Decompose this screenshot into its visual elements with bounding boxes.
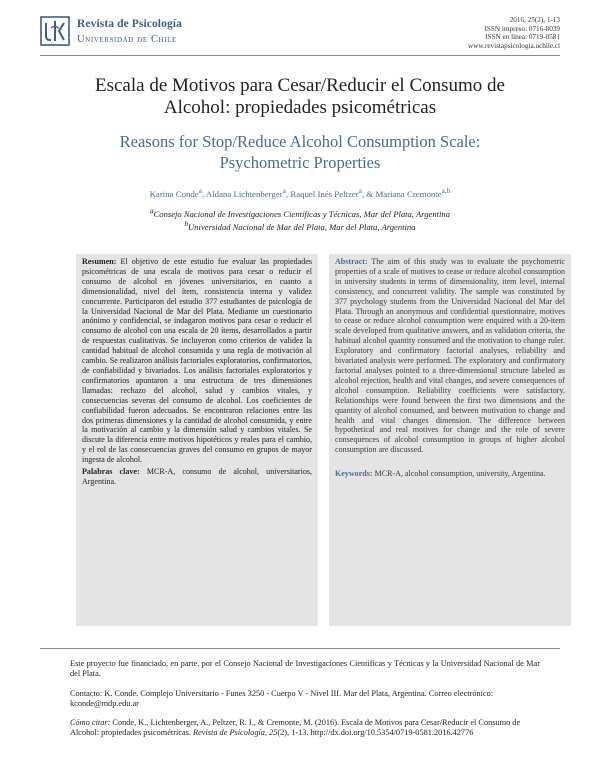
keywords-spanish — [82, 467, 312, 487]
journal-meta — [468, 16, 560, 50]
header-rule — [40, 55, 560, 56]
affiliation-text: Consejo Nacional de Investigaciones Científicas y Técnicas, Mar del Plata, Argentina — [153, 208, 451, 219]
contact-note: Contacto: K. Conde. Complejo Universitario - Funes 3250 - Cuerpo V - Nivel III. Mar del Plata, Argentina. Correo electrónico: kconde@mdp.edu.ar — [70, 689, 494, 709]
author-sup: a — [198, 186, 202, 195]
abstract-spanish-label: Resumen: — [82, 257, 117, 266]
journal-website[interactable]: www.revistapsicologia.uchile.cl — [468, 41, 560, 50]
university-name: Universidad de Chile — [77, 34, 177, 45]
keywords-spanish-label: Palabras clave: — [82, 467, 140, 477]
cite-label: Cómo citar: — [70, 718, 111, 727]
affiliation-b — [40, 219, 560, 232]
abstract-spanish — [82, 257, 312, 487]
keywords-english — [335, 469, 565, 479]
author: Aldana Lichtenberger — [205, 188, 283, 199]
author-sup: a — [282, 186, 286, 195]
footer-rule — [40, 648, 560, 649]
issn-online: ISSN en línea: 0719-0581 — [485, 33, 560, 42]
keywords-english-text: MCR-A, alcohol consumption, university, Argentina. — [374, 469, 546, 479]
author-sup: a — [358, 186, 362, 195]
journal-header — [40, 14, 560, 54]
affiliation-sup: b — [184, 220, 189, 229]
cite-text: Conde, K., Lichtenberger, A., Peltzer, R. I., & Cremonte, M. (2016). Escala de Motivos para Cesar/Reducir el Consumo de Alcohol: propiedades psicométricas. — [70, 718, 521, 738]
citation-line: 2016, 25(2), 1-13 — [509, 16, 560, 24]
issn-print: ISSN impreso: 0716-8039 — [484, 24, 560, 33]
keywords-english-label: Keywords: — [335, 469, 373, 479]
affiliation-sup: a — [149, 207, 154, 215]
abstract-english-text: The aim of this study was to evaluate the psychometric properties of a scale of motives to cease or reduce alcohol consumption in university students in terms of dimensionality, item level, internal consistency, and concurrent validity. The sample was constituted by 377 psychology students from the Universidad Nacional del Mar del Plata. Through an anonymous and confidential questionnaire, motives to cease or reduce alcohol consumption were enquired with a 20-item scale developed from qualitative answers, and as validation criteria, the habitual alcohol quantity consumed and the motivation to change ruler. Exploratory and confirmatory factorial analyses, reliability and bivariated analysis were performed. The exploratory and confirmatory factorial analyses pointed to a three-dimensional structure labeled as alcohol rejection, health and vital changes, and severe consequences of alcohol consumption. Reliability coefficients were satisfactory. Relationships were found between the first two dimensions and the quantity of alcohol consumed, and between motivation to change and health and vital changes dimension. The difference between hypothetical and real motives for change and the role of severe consequences of alcohol consumption in groups of higher alcohol consumption are discussed. — [335, 257, 565, 455]
title-english-line-1: Reasons for Stop/Reduce Alcohol Consumption Scale: — [119, 132, 481, 151]
citation-note — [70, 718, 540, 739]
abstract-spanish-text: El objetivo de este estudio fue evaluar las propiedades psicométricas de una escala de motivos para cesar o reducir el consumo de alcohol en jóvenes universitarios, en cuanto a dimensionalidad, nivel del ítem, consistencia interna y validez concurrente. Participaron del estudio 377 estudiantes de psicología de la Universidad Nacional de Mar del Plata. Mediante un cuestionario anónimo y confidencial, se indagaron motivos para cesar o reducir el consumo de alcohol con una escala de 20 ítems, desarrollados a partir de respuestas cualitativas. Se incluyeron como criterios de validez la cantidad habitual de alcohol consumida y una regla de motivación al cambio. Se realizaron análisis factoriales exploratorios, confirmatorios, de confiabilidad y bivariados. Los análisis factoriales exploratorios y confirmatorios apuntaron a una estructura de tres dimensiones llamadas: rechazo del alcohol, salud y cambios vitales, y consecuencias severas del consumo de alcohol. Los coeficientes de confiabilidad fueron adecuados. Se encontraron relaciones entre las dos primeras dimensiones y la cantidad de alcohol consumida, y entre la motivación al cambio y la dimensión salud y cambios vitales. Se discute la diferencia entre motivos hipotéticos y reales para el cambio, y el rol de las consecuencias graves del consumo en grupos de mayor ingesta de alcohol. — [82, 257, 312, 465]
cite-issue: (2), 1-13. — [277, 728, 309, 738]
title-english-line-2: Psychometric Properties — [219, 153, 381, 172]
title-english — [40, 131, 560, 173]
journal-name: Revista de Psicología — [77, 18, 182, 30]
author: Raquel Inés Peltzer — [290, 188, 359, 199]
abstract-english-box — [329, 254, 571, 626]
keywords-spanish-text: MCR-A, consumo de alcohol, universitarios, Argentina. — [82, 467, 312, 486]
author-list: Karina Conde$^a$, Aldana Lichtenberger$^a$, Raquel Inés Peltzer$^a$, & Mariana Cremonte$^{a,b}$ — [149, 186, 451, 199]
funding-note: Este proyecto fue financiado, en parte, por el Consejo Nacional de Investigaciones Científicas y Técnicas y la Universidad Nacional de Mar del Plata. — [70, 659, 540, 679]
title-spanish-line-2: Alcohol: propiedades psicométricas — [163, 97, 437, 118]
author: Karina Conde — [149, 188, 199, 199]
university-logo-icon — [40, 16, 70, 46]
author-sup: a,b — [441, 186, 451, 195]
title-spanish — [40, 75, 560, 119]
abstract-english-label: Abstract: — [335, 257, 368, 266]
title-spanish-line-1: Escala de Motivos para Cesar/Reducir el Consumo de — [95, 75, 505, 96]
abstract-english — [335, 257, 565, 479]
affiliation-a — [40, 206, 560, 219]
cite-doi-link[interactable]: http://dx.doi.org/10.5354/0719-0581.2016.42776 — [310, 728, 474, 738]
affiliations — [40, 206, 560, 232]
cite-journal: Revista de Psicología, 25 — [193, 728, 278, 738]
affiliation-text: Universidad Nacional de Mar del Plata, Mar del Plata, Argentina — [188, 221, 416, 232]
abstract-spanish-box — [76, 254, 318, 626]
author: Mariana Cremonte — [375, 188, 442, 199]
